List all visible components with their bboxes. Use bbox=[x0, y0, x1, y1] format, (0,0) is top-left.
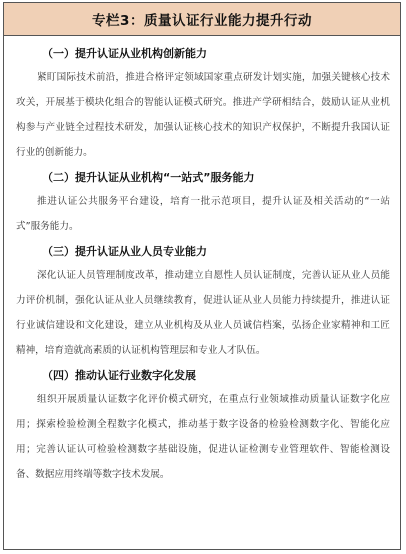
section-1 bbox=[16, 36, 390, 165]
section-heading: （一）提升认证从业机构创新能力 bbox=[42, 47, 207, 60]
section-body: 组织开展质量认证数字化评价模式研究，在重点行业领域推动质量认证数字化应用；探索检验检测全程数字化模式，推动基于数字设备的检验检测数字化、智能化应用；完善认证认可检验检测数字基础设施，促进认证检测专业管理软件、智能检测设备、数据应用终端等数字技术发展。 bbox=[16, 394, 390, 480]
section-body: 推进认证公共服务平台建设，培育一批示范项目，提升认证及相关活动的“一站式”服务能力。 bbox=[16, 196, 390, 232]
section-4 bbox=[16, 363, 390, 487]
box-title: 专栏3：质量认证行业能力提升行动 bbox=[4, 3, 400, 36]
box-content bbox=[4, 36, 400, 487]
section-heading: （三）提升认证从业人员专业能力 bbox=[42, 245, 207, 258]
section-2 bbox=[16, 165, 390, 239]
feature-box bbox=[3, 2, 401, 550]
section-heading: （四）推动认证行业数字化发展 bbox=[42, 369, 196, 382]
section-heading: （二）提升认证从业机构“一站式”服务能力 bbox=[42, 171, 255, 184]
section-body: 紧盯国际技术前沿，推进合格评定领域国家重点研发计划实施，加强关键核心技术攻关，开展基于模块化组合的智能认证模式研究。推进产学研相结合，鼓励认证从业机构参与产业链全过程技术研发，加强认证核心技术的知识产权保护，不断提升我国认证行业的创新能力。 bbox=[16, 72, 390, 158]
section-3 bbox=[16, 239, 390, 363]
section-body: 深化认证人员管理制度改革，推动建立自愿性人员认证制度，完善认证从业人员能力评价机制，强化认证从业人员继续教育，促进认证从业人员能力持续提升，推进认证行业诚信建设和文化建设，建立从业机构及从业人员诚信档案，弘扬企业家精神和工匠精神，培育造就高素质的认证机构管理层和专业人才队伍。 bbox=[16, 270, 390, 356]
